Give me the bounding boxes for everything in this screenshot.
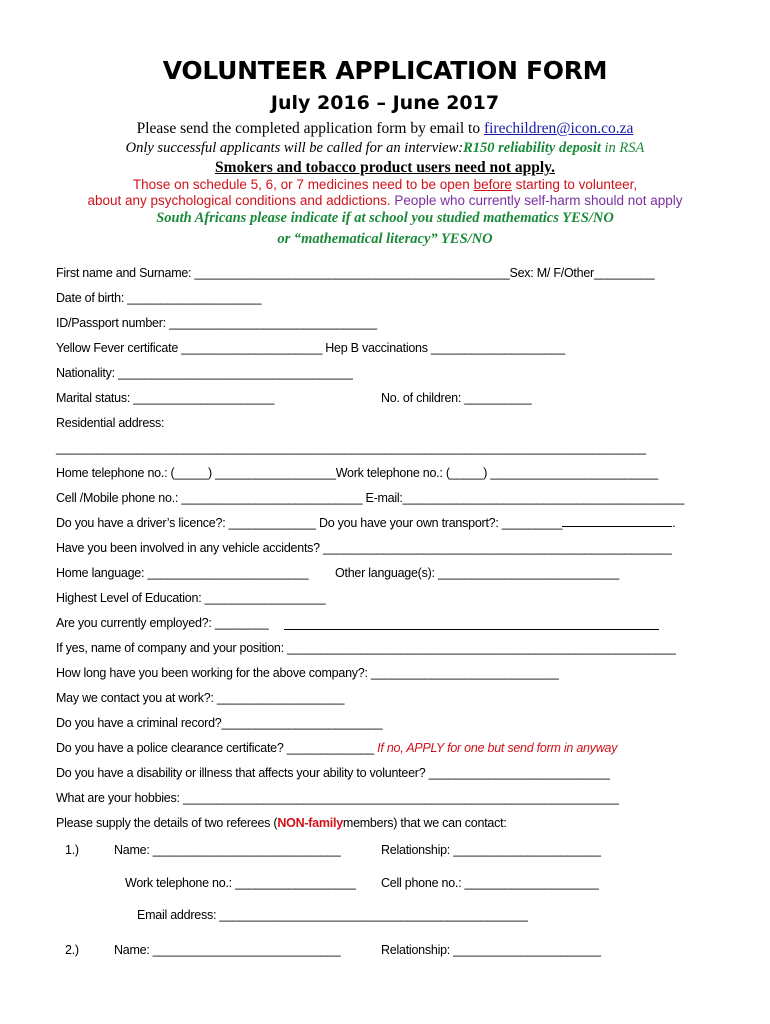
field-employment-duration[interactable]: How long have you been working for the above company?: ____________________________ xyxy=(56,666,559,680)
employed-answer-line[interactable] xyxy=(284,629,659,630)
field-vaccinations[interactable]: Yellow Fever certificate _____________________ Hep B vaccinations ____________________ xyxy=(56,341,566,355)
field-first-name[interactable]: First name and Surname: _______________________________________________Sex: M/ F/Other_________ xyxy=(56,266,655,280)
medicines-before: before xyxy=(473,177,512,192)
interview-note-text: Only successful applicants will be called for an interview: xyxy=(125,140,464,156)
field-criminal-record[interactable]: Do you have a criminal record?________________________ xyxy=(56,716,383,730)
referee-1-work-phone[interactable]: Work telephone no.: __________________ xyxy=(125,876,356,890)
licence-text: Do you have a driver’s licence?: _____________ Do you have your own transport?: _________ xyxy=(56,516,563,530)
addictions-text: about any psychological conditions and addictions. xyxy=(87,193,395,208)
maths-question: South Africans please indicate if at school you studied mathematics YES/NO xyxy=(156,210,614,226)
field-accidents[interactable]: Have you been involved in any vehicle accidents? ____________________________________________________ xyxy=(56,541,672,555)
field-hobbies[interactable]: What are your hobbies: _________________________________________________________________ xyxy=(56,791,619,805)
referees-instructions xyxy=(56,816,507,830)
referee-1-number: 1.) xyxy=(65,843,79,857)
field-date-of-birth[interactable]: Date of birth: ____________________ xyxy=(56,291,262,305)
police-clearance-text: Do you have a police clearance certificate? _____________ xyxy=(56,741,378,755)
email-link[interactable]: firechildren@icon.co.za xyxy=(483,120,634,137)
referee-1-email[interactable]: Email address: ______________________________________________ xyxy=(137,908,528,922)
residential-address-label: Residential address: xyxy=(56,416,165,430)
transport-answer-line[interactable] xyxy=(562,516,672,527)
field-id-passport[interactable]: ID/Passport number: _______________________________ xyxy=(56,316,377,330)
referee-1-cell-phone[interactable]: Cell phone no.: ____________________ xyxy=(381,876,599,890)
referees-text-a: Please supply the details of two referees ( xyxy=(56,816,278,830)
self-harm-text: People who currently self-harm should not apply xyxy=(394,193,683,208)
licence-tail: . xyxy=(672,516,676,530)
medicines-text-a: Those on schedule 5, 6, or 7 medicines need to be open xyxy=(132,177,474,192)
deposit-suffix: in RSA xyxy=(600,140,645,156)
referee-1-name[interactable]: Name: ____________________________ xyxy=(114,843,341,857)
interview-note xyxy=(0,140,770,157)
send-instructions-text: Please send the completed application form by email to xyxy=(136,120,484,137)
referee-2-number: 2.) xyxy=(65,943,79,957)
field-children[interactable]: No. of children: __________ xyxy=(381,391,532,405)
send-instructions xyxy=(0,120,770,138)
referee-2-relationship[interactable]: Relationship: ______________________ xyxy=(381,943,601,957)
field-home-language[interactable]: Home language: ________________________ xyxy=(56,566,309,580)
addictions-note xyxy=(0,193,770,208)
field-telephones[interactable]: Home telephone no.: (_____) __________________Work telephone no.: (_____) _________________________ xyxy=(56,466,658,480)
field-education[interactable]: Highest Level of Education: __________________ xyxy=(56,591,326,605)
maths-literacy-question: or “mathematical literacy” YES/NO xyxy=(277,231,493,247)
referees-non-family: NON-family xyxy=(277,816,343,830)
referee-1-relationship[interactable]: Relationship: ______________________ xyxy=(381,843,601,857)
smokers-note: Smokers and tobacco product users need not apply. xyxy=(215,159,555,176)
field-company-position[interactable]: If yes, name of company and your position: __________________________________________________________ xyxy=(56,641,676,655)
referee-2-name[interactable]: Name: ____________________________ xyxy=(114,943,341,957)
field-contact-at-work[interactable]: May we contact you at work?: ___________________ xyxy=(56,691,345,705)
field-licence-transport[interactable] xyxy=(56,516,675,530)
field-marital-status[interactable]: Marital status: _____________________ xyxy=(56,391,275,405)
field-police-clearance[interactable] xyxy=(56,741,617,755)
form-title: VOLUNTEER APPLICATION FORM xyxy=(162,56,608,85)
medicines-note xyxy=(0,177,770,192)
field-employed[interactable]: Are you currently employed?: ________ xyxy=(56,616,269,630)
form-period: July 2016 – June 2017 xyxy=(270,92,500,114)
deposit-text: R150 reliability deposit xyxy=(463,140,601,156)
field-disability[interactable]: Do you have a disability or illness that affects your ability to volunteer? ___________________________ xyxy=(56,766,610,780)
field-residential-address[interactable]: ________________________________________________________________________________________ xyxy=(56,441,646,455)
field-other-languages[interactable]: Other language(s): ___________________________ xyxy=(335,566,619,580)
medicines-text-b: starting to volunteer, xyxy=(511,177,638,192)
referees-text-b: members) that we can contact: xyxy=(342,816,507,830)
field-cell-email[interactable]: Cell /Mobile phone no.: ___________________________ E-mail:__________________________________________ xyxy=(56,491,685,505)
police-clearance-note: If no, APPLY for one but send form in anyway xyxy=(377,741,618,755)
field-nationality[interactable]: Nationality: ___________________________________ xyxy=(56,366,353,380)
